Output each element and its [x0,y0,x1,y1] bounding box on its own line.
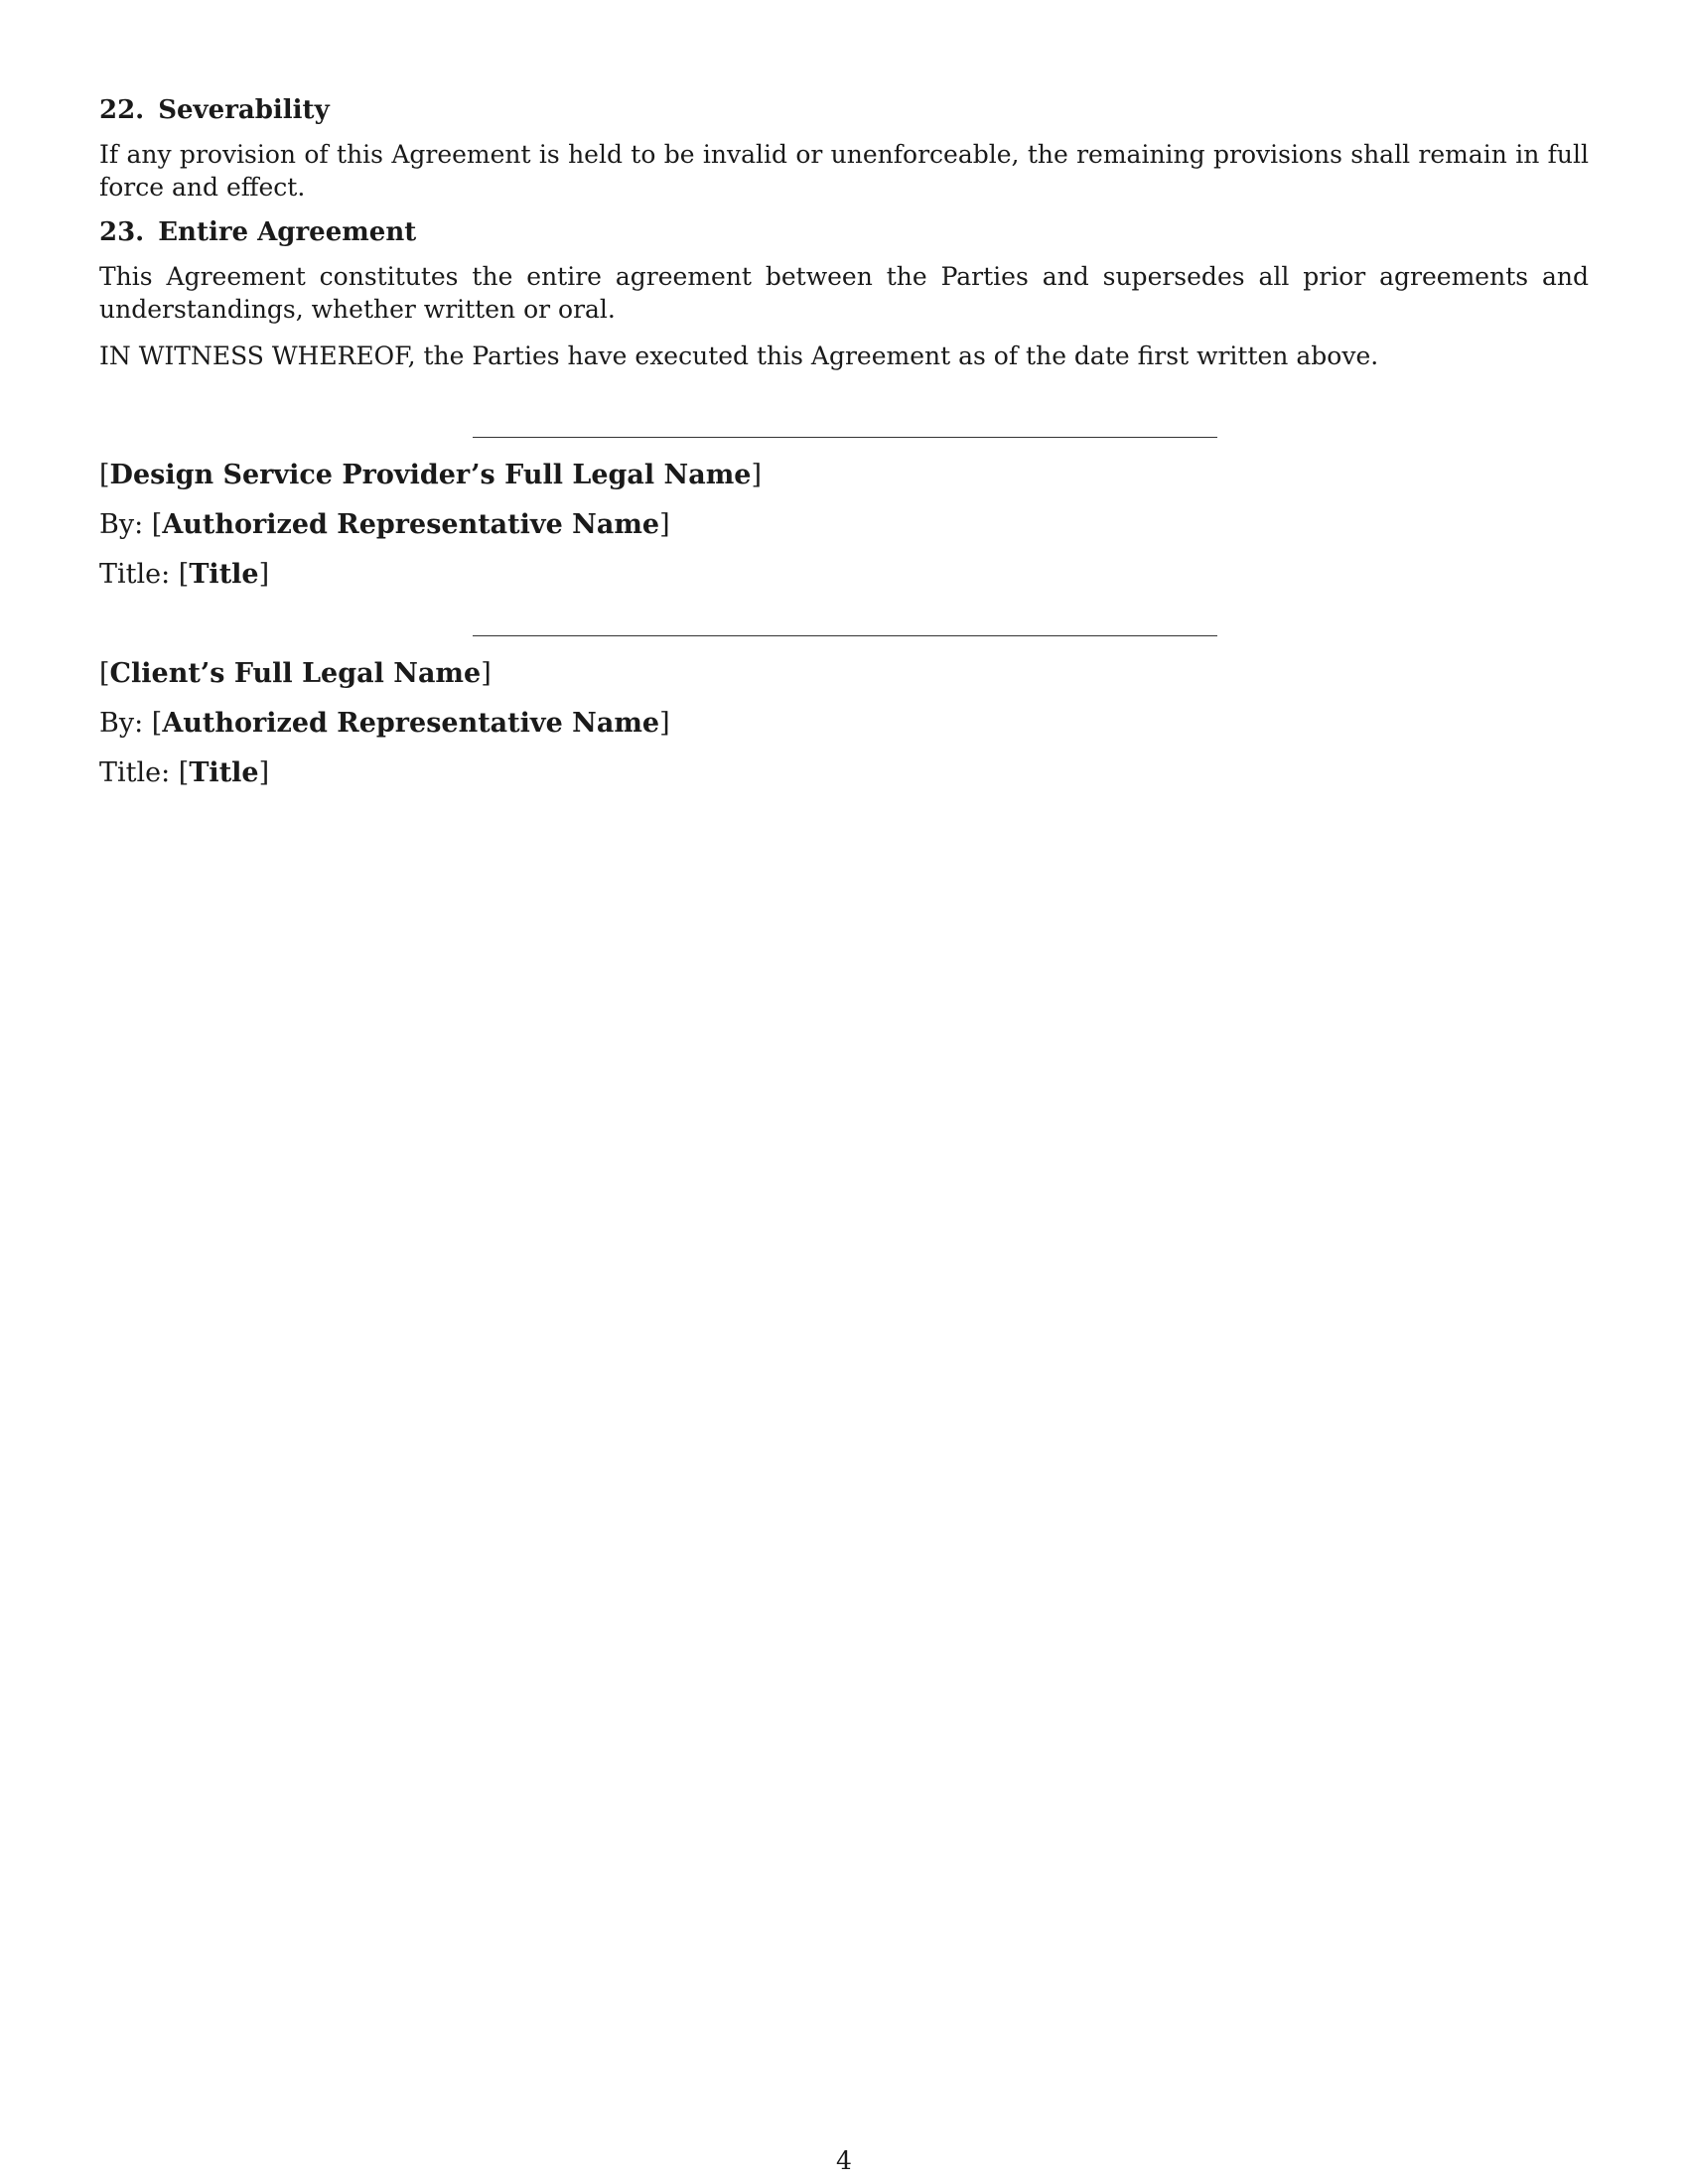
section-23 [99,217,1589,326]
party-name: [Design Service Provider’s Full Legal Name] [99,460,763,490]
title-label: Title: [99,559,171,590]
section-heading [99,217,1589,248]
section-number: 22. [99,95,145,125]
signatory-title: Title: [Title] [99,757,270,788]
section-body: This Agreement constitutes the entire agreement between the Parties and supersedes all prior agreements and understandings, whether written or oral. [99,262,1589,325]
by-label: By: [99,708,144,739]
party-name-value: Client’s Full Legal Name [109,658,482,689]
section-title: Entire Agreement [158,217,417,248]
section-number: 23. [99,217,145,248]
signature-line [473,635,1217,636]
title-value: Title [189,757,259,788]
section-22 [99,95,1589,204]
document-body [99,95,1589,372]
page-number: 4 [836,2146,852,2175]
title-label: Title: [99,757,171,788]
by-label: By: [99,509,144,540]
party-name: [Client’s Full Legal Name] [99,658,492,689]
section-body: If any provision of this Agreement is held to be invalid or unenforceable, the remaining provisions shall remain in full force and effect. [99,140,1589,203]
section-title: Severability [158,95,330,125]
representative-name: Authorized Representative Name [162,509,660,540]
title-value: Title [189,559,259,590]
representative-name: Authorized Representative Name [162,708,660,739]
signatory-by: By: [Authorized Representative Name] [99,509,670,540]
signatory-by: By: [Authorized Representative Name] [99,708,670,739]
witness-clause: IN WITNESS WHEREOF, the Parties have executed this Agreement as of the date first written above. [99,341,1379,371]
section-heading [99,95,1589,126]
signature-line [473,437,1217,438]
signatory-title: Title: [Title] [99,559,270,590]
party-name-value: Design Service Provider’s Full Legal Name [109,460,752,490]
